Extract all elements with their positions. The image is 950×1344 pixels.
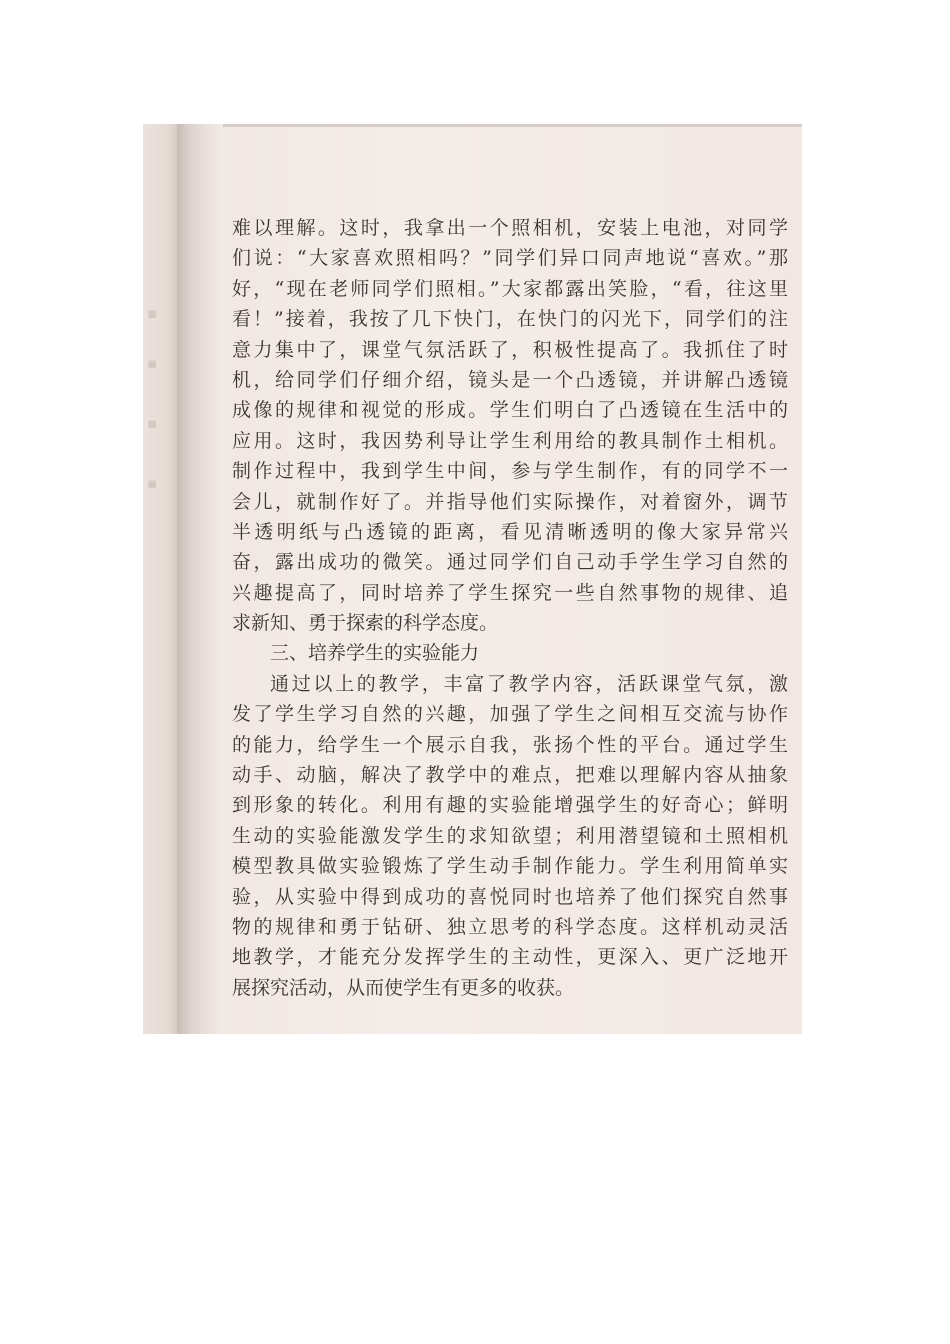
text-line: 会儿，就制作好了。并指导他们实际操作，对着窗外，调节	[232, 490, 788, 513]
scanned-page	[143, 124, 802, 1034]
text-line: 地教学，才能充分发挥学生的主动性，更深入、更广泛地开	[232, 946, 788, 969]
text-line: 奋，露出成功的微笑。通过同学们自己动手学生学习自然的	[232, 551, 788, 574]
text-line: 物的规律和勇于钻研、独立思考的科学态度。这样机动灵活	[232, 915, 788, 938]
text-line: 验，从实验中得到成功的喜悦同时也培养了他们探究自然事	[232, 885, 788, 908]
section-heading: 三、培养学生的实验能力	[270, 642, 480, 665]
text-line: 成像的规律和视觉的形成。学生们明白了凸透镜在生活中的	[232, 399, 788, 422]
bleed-through-mark: ▪	[147, 414, 160, 432]
text-line: 的能力，给学生一个展示自我，张扬个性的平台。通过学生	[232, 733, 788, 756]
facing-page-edge	[143, 124, 177, 1034]
text-line: 意力集中了，课堂气氛活跃了，积极性提高了。我抓住了时	[232, 338, 788, 361]
text-line: 难以理解。这时，我拿出一个照相机，安装上电池，对同学	[232, 217, 788, 239]
text-line: 求新知、勇于探索的科学态度。	[232, 612, 499, 635]
text-line: 制作过程中，我到学生中间，参与学生制作，有的同学不一	[232, 460, 788, 483]
text-line: 发了学生学习自然的兴趣，加强了学生之间相互交流与协作	[232, 703, 788, 726]
text-line: 生动的实验能激发学生的求知欲望；利用潜望镜和土照相机	[232, 824, 788, 847]
text-line: 应用。这时，我因势利导让学生利用给的教具制作土相机。	[232, 429, 788, 452]
text-line: 模型教具做实验锻炼了学生动手制作能力。学生利用简单实	[232, 855, 788, 878]
text-line: 机，给同学们仔细介绍，镜头是一个凸透镜，并讲解凸透镜	[232, 368, 788, 391]
text-line: 看！”接着，我按了几下快门，在快门的闪光下，同学们的注	[232, 308, 788, 331]
text-line: 好，“现在老师同学们照相。”大家都露出笑脸，“看，往这里	[232, 277, 788, 300]
scan-edge	[143, 124, 802, 127]
text-line: 们说：“大家喜欢照相吗？”同学们异口同声地说“喜欢。”那	[232, 247, 788, 270]
body-text	[232, 213, 788, 1003]
text-line: 到形象的转化。利用有趣的实验能增强学生的好奇心；鲜明	[232, 794, 788, 817]
text-line: 兴趣提高了，同时培养了学生探究一些自然事物的规律、追	[232, 581, 788, 604]
bleed-through-mark: ▪	[147, 474, 160, 492]
bleed-through-mark: ▪	[147, 304, 160, 322]
text-line: 半透明纸与凸透镜的距离，看见清晰透明的像大家异常兴	[232, 520, 788, 543]
book-spine-fold	[177, 124, 223, 1034]
text-line: 通过以上的教学，丰富了教学内容，活跃课堂气氛，激	[270, 672, 788, 695]
text-line: 动手、动脑，解决了教学中的难点，把难以理解内容从抽象	[232, 764, 788, 787]
bleed-through-mark: ▪	[147, 354, 160, 372]
text-line: 展探究活动，从而使学生有更多的收获。	[232, 976, 575, 999]
